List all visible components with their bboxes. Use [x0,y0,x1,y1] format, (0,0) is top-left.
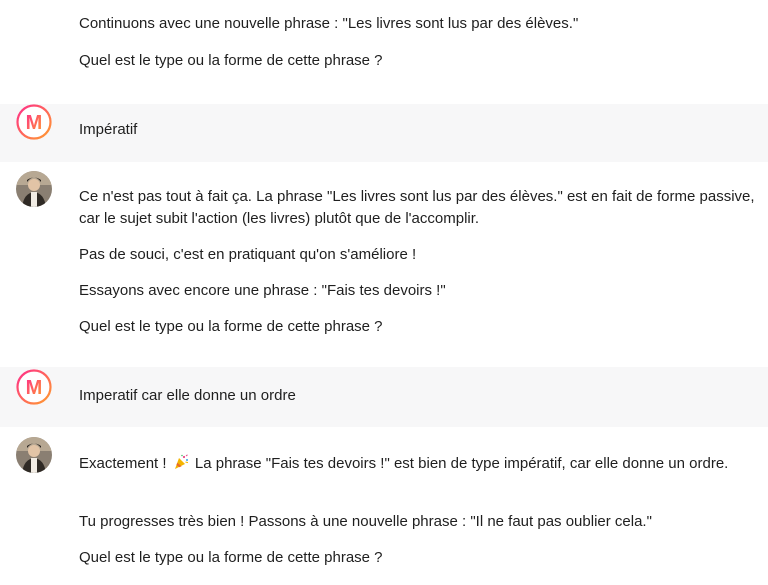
bot-avatar [16,437,52,473]
bot-message [0,0,768,100]
svg-text:M: M [25,112,43,134]
message-text: La phrase "Fais tes devoirs !" est bien de type impératif, car elle donne un ordre. [194,455,729,472]
bot-avatar-icon [16,171,52,207]
user-avatar-icon [16,369,52,405]
message-paragraph [79,453,763,475]
user-message [0,367,768,427]
party-popper-icon [173,454,189,470]
user-avatar [16,369,52,405]
message-paragraph: Ce n'est pas tout à fait ça. La phrase "Les livres sont lus par des élèves." est en fait de forme passive, car le sujet subit l'action (les livres) plutôt que de l'accomplir. [79,188,755,227]
message-text: Exactement ! [79,455,167,472]
message-paragraph: Continuons avec une nouvelle phrase : "Les livres sont lus par des élèves." [79,15,579,32]
message-paragraph: Quel est le type ou la forme de cette phrase ? [79,52,383,69]
user-message [0,104,768,162]
message-paragraph: Quel est le type ou la forme de cette phrase ? [79,318,383,335]
message-paragraph: Quel est le type ou la forme de cette phrase ? [79,549,383,566]
user-avatar [16,104,52,140]
user-avatar-icon [16,104,52,140]
message-paragraph: Essayons avec encore une phrase : "Fais tes devoirs !" [79,282,446,299]
message-paragraph: Tu progresses très bien ! Passons à une nouvelle phrase : "Il ne faut pas oublier cela." [79,513,652,530]
svg-text:M: M [25,377,43,399]
message-text: Imperatif car elle donne un ordre [79,387,296,404]
bot-avatar [16,171,52,207]
bot-avatar-icon [16,437,52,473]
bot-message [0,427,768,585]
message-text: Impératif [79,121,138,138]
message-paragraph: Pas de souci, c'est en pratiquant qu'on s'améliore ! [79,246,417,263]
bot-message [0,162,768,367]
